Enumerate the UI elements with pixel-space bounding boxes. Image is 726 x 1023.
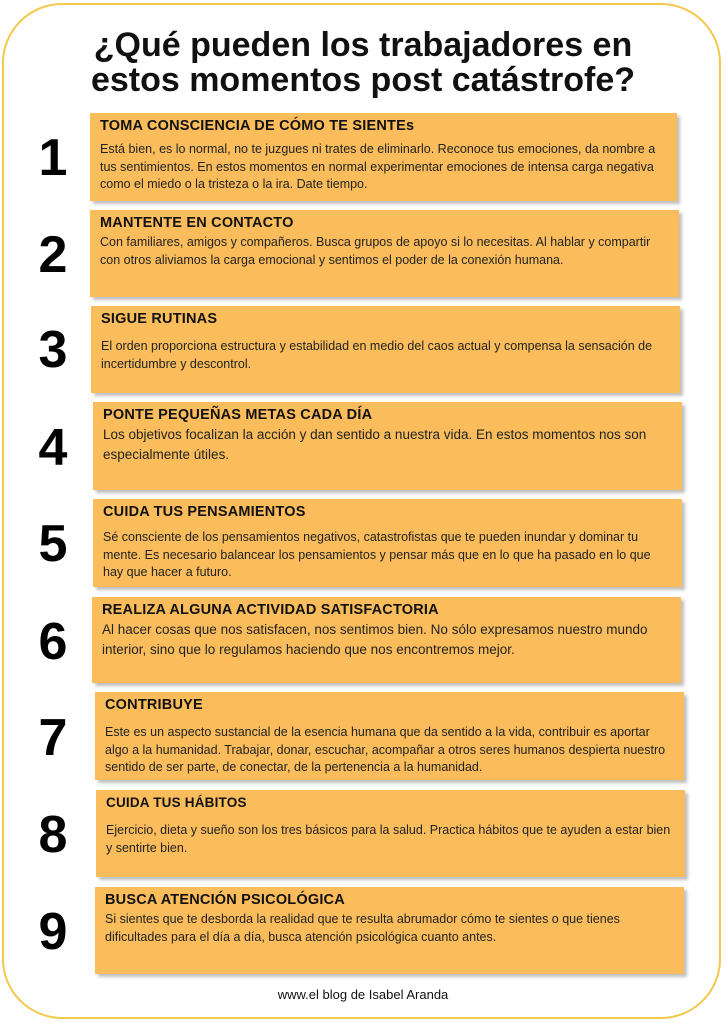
- step-number-7: 7: [38, 709, 68, 767]
- step-body: Ejercicio, dieta y sueño son los tres básicos para la salud. Practica hábitos que te ayuden a estar bien y sentirte bien.: [106, 823, 671, 855]
- step-heading: CUIDA TUS HÁBITOS: [106, 795, 247, 810]
- step-number-4: 4: [38, 419, 68, 477]
- step-body: Está bien, es lo normal, no te juzgues ni trates de eliminarlo. Reconoce tus emociones, da nombre a tus sentimientos. En estos momentos en normal experimentar emociones de intensa carga negativa como el miedo o la tristeza o la ira. Date tiempo.: [100, 142, 656, 191]
- step-body: El orden proporciona estructura y estabilidad en medio del caos actual y compensa la sensación de incertidumbre y descontrol.: [101, 339, 653, 371]
- footer-credit: www.el blog de Isabel Aranda: [277, 987, 449, 1002]
- step-number-8: 8: [38, 806, 68, 864]
- step-heading: BUSCA ATENCIÓN PSICOLÓGICA: [105, 892, 345, 908]
- step-number-2: 2: [38, 226, 68, 284]
- step-number-5: 5: [38, 515, 68, 573]
- step-body: Al hacer cosas que nos satisfacen, nos sentimos bien. No sólo expresamos nuestro mundo interior, sino que lo regulamos haciendo que nos encontremos mejor.: [102, 622, 648, 657]
- step-heading: TOMA CONSCIENCIA DE CÓMO TE SIENTEs: [100, 118, 415, 134]
- step-card-8: [96, 790, 685, 877]
- step-heading: SIGUE RUTINAS: [101, 311, 218, 327]
- step-body: Este es un aspecto sustancial de la esencia humana que da sentido a la vida, contribuir es aportar algo a la humanidad. Trabajar, donar, escuchar, acompañar a otros seres humanos despierta nuestro sentido de ser parte, de conectar, de la pertenencia a la humanidad.: [105, 725, 666, 774]
- step-card-4: [93, 402, 682, 490]
- step-card-2: [90, 210, 679, 297]
- step-card-9: [95, 887, 684, 974]
- step-card-1: [90, 113, 677, 201]
- step-heading: MANTENTE EN CONTACTO: [100, 215, 294, 231]
- page-title: ¿Qué pueden los trabajadores en estos momentos post catástrofe?: [90, 26, 636, 99]
- step-body: Con familiares, amigos y compañeros. Busca grupos de apoyo si lo necesitas. Al hablar y compartir con otros aliviamos la carga emocional y sentimos el poder de la conexión humana.: [100, 235, 651, 267]
- step-body: Sé consciente de los pensamientos negativos, catastrofistas que te pueden inundar y dominar tu mente. Es necesario balancear los pensamientos y pensar más que en lo que ha pasado en lo que hay que hacer a futuro.: [103, 530, 651, 579]
- step-heading: PONTE PEQUEÑAS METAS CADA DÍA: [103, 407, 373, 423]
- step-body: Si sientes que te desborda la realidad que te resulta abrumador cómo te sientes o que tienes dificultades para el día a día, busca atención psicológica cuanto antes.: [105, 912, 620, 944]
- step-number-6: 6: [38, 613, 68, 671]
- step-card-6: [92, 597, 681, 683]
- step-heading: CONTRIBUYE: [105, 697, 203, 713]
- step-card-5: [93, 499, 682, 587]
- step-card-7: [95, 692, 684, 780]
- step-card-3: [91, 306, 680, 393]
- step-number-3: 3: [38, 321, 68, 379]
- step-body: Los objetivos focalizan la acción y dan sentido a nuestra vida. En estos momentos nos son especialmente útiles.: [103, 427, 647, 462]
- step-number-1: 1: [38, 129, 68, 187]
- step-heading: REALIZA ALGUNA ACTIVIDAD SATISFACTORIA: [102, 602, 439, 618]
- step-heading: CUIDA TUS PENSAMIENTOS: [103, 504, 306, 520]
- step-number-9: 9: [38, 903, 68, 961]
